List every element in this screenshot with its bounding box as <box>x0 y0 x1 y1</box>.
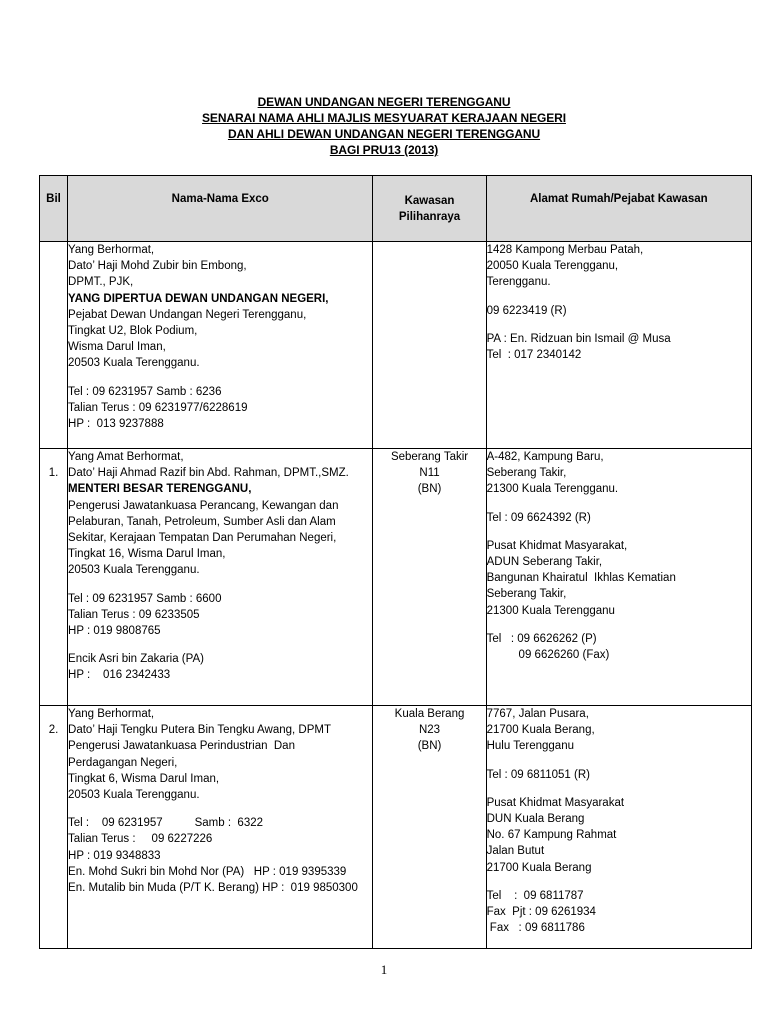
cell-alamat-line: No. 67 Kampung Rahmat <box>486 829 617 842</box>
cell-alamat-line: ADUN Seberang Takir, <box>486 556 603 569</box>
cell-alamat-line <box>487 319 751 331</box>
cell-nama-line: Yang Amat Berhormat, <box>68 451 184 463</box>
cell-kawasan-line: (BN) <box>417 740 442 753</box>
cell-kawasan-line: Kuala Berang <box>394 708 465 720</box>
header-nama: Nama-Nama Exco <box>68 176 373 242</box>
cell-alamat-line: Pusat Khidmat Masyarakat, <box>486 539 628 552</box>
cell-alamat-line: Tel : 09 6626262 (P) <box>486 632 597 645</box>
cell-nama-line: HP : 013 9237888 <box>68 418 164 431</box>
cell-nama-line: YANG DIPERTUA DEWAN UNDANGAN NEGERI, <box>68 292 329 305</box>
cell-alamat-line: 09 6626260 (Fax) <box>486 649 610 662</box>
cell-kawasan <box>373 449 486 706</box>
title-line-3: DAN AHLI DEWAN UNDANGAN NEGERI TERENGGANU <box>227 127 541 141</box>
cell-kawasan-line: (BN) <box>417 483 442 496</box>
cell-kawasan <box>373 242 486 449</box>
cell-nama-line: Pejabat Dewan Undangan Negeri Terengganu, <box>68 308 307 321</box>
cell-nama-line <box>68 579 372 591</box>
cell-kawasan-line <box>373 266 485 278</box>
table-row <box>40 706 752 949</box>
cell-alamat-line: Bangunan Khairatul Ikhlas Kematian <box>486 572 676 585</box>
cell-kawasan-line: N23 <box>418 724 441 737</box>
cell-alamat-line: 09 6223419 (R) <box>486 304 567 317</box>
cell-nama-line: Tingkat 16, Wisma Darul Iman, <box>68 548 226 561</box>
cell-alamat-line: Tel : 09 6811051 (R) <box>486 768 590 781</box>
header-alamat: Alamat Rumah/Pejabat Kawasan <box>486 176 751 242</box>
cell-nama-line: DPMT., PJK, <box>68 276 134 289</box>
cell-alamat-line: Terengganu. <box>486 276 551 289</box>
cell-nama-line: Tel : 09 6231957 Samb : 6600 <box>68 592 222 605</box>
cell-alamat <box>486 706 751 949</box>
cell-alamat-line <box>487 526 751 538</box>
cell-kawasan-line <box>373 242 485 254</box>
cell-alamat-line: 1428 Kampong Merbau Patah, <box>486 244 644 256</box>
cell-nama-line: Talian Terus : 09 6231977/6228619 <box>68 401 248 414</box>
cell-nama-line: Sekitar, Kerajaan Tempatan Dan Perumahan Negeri, <box>68 532 337 545</box>
document-title-block <box>0 94 768 158</box>
title-line-1: DEWAN UNDANGAN NEGERI TERENGGANU <box>257 95 511 109</box>
title-line-2: SENARAI NAMA AHLI MAJLIS MESYUARAT KERAJAAN NEGERI <box>202 111 566 125</box>
cell-alamat-line: Hulu Terengganu <box>486 740 574 753</box>
cell-alamat-line: Pusat Khidmat Masyarakat <box>486 796 625 809</box>
cell-kawasan-line: N11 <box>419 467 440 480</box>
cell-alamat-line: Jalan Butut <box>486 845 545 858</box>
cell-alamat-line <box>487 755 751 767</box>
cell-nama-line: MENTERI BESAR TERENGGANU, <box>68 483 252 496</box>
table-row <box>40 242 752 449</box>
cell-nama-line: Wisma Darul Iman, <box>68 341 166 354</box>
cell-alamat-line: PA : En. Ridzuan bin Ismail @ Musa <box>486 332 671 345</box>
cell-nama-line: Pengerusi Jawatankuasa Perancang, Kewangan dan <box>68 499 339 512</box>
cell-bil: 2. <box>40 706 68 949</box>
cell-nama-line: HP : 016 2342433 <box>68 669 171 682</box>
cell-nama-line: Pengerusi Jawatankuasa Perindustrian Dan <box>68 740 295 753</box>
cell-kawasan-line: Seberang Takir <box>390 451 469 463</box>
cell-nama-line: 20503 Kuala Terengganu. <box>68 357 200 370</box>
cell-alamat <box>486 449 751 706</box>
title-line-4: BAGI PRU13 (2013) <box>329 143 439 157</box>
cell-nama-line: En. Mutalib bin Muda (P/T K. Berang) HP : 019 9850300 <box>68 882 358 895</box>
cell-nama-line: HP : 019 9348833 <box>68 849 161 862</box>
cell-alamat <box>486 242 751 449</box>
cell-nama <box>68 449 373 706</box>
cell-nama-line: Tingkat 6, Wisma Darul Iman, <box>68 772 220 785</box>
cell-nama-line: Encik Asri bin Zakaria (PA) <box>68 653 204 666</box>
cell-alamat-line: Seberang Takir, <box>486 588 567 601</box>
header-bil: Bil <box>40 176 68 242</box>
cell-alamat-line <box>487 876 751 888</box>
cell-alamat-line <box>487 291 751 303</box>
page-number: 1 <box>380 962 388 977</box>
cell-alamat-line: Seberang Takir, <box>486 467 567 480</box>
cell-nama-line: Pelaburan, Tanah, Petroleum, Sumber Asli dan Alam <box>68 515 336 528</box>
cell-alamat-line: Tel : 09 6811787 <box>486 889 584 902</box>
cell-nama-line: Talian Terus : 09 6227226 <box>68 833 213 846</box>
header-kawasan-line-1: Kawasan <box>404 195 455 207</box>
cell-nama-line <box>68 372 372 384</box>
cell-nama-line: Dato’ Haji Mohd Zubir bin Embong, <box>68 260 247 273</box>
cell-kawasan-line <box>373 254 485 266</box>
cell-alamat-line: Tel : 017 2340142 <box>486 349 582 362</box>
cell-bil: 1. <box>40 449 68 706</box>
cell-alamat-line: 21300 Kuala Terengganu. <box>486 483 619 496</box>
table-row <box>40 449 752 706</box>
cell-alamat-line <box>487 498 751 510</box>
exco-table <box>39 175 752 949</box>
cell-alamat-line: Fax : 09 6811786 <box>486 922 585 935</box>
cell-alamat-line: DUN Kuala Berang <box>486 813 585 826</box>
cell-alamat-line: Tel : 09 6624392 (R) <box>486 511 591 524</box>
cell-nama-line: Tel : 09 6231957 Samb : 6322 <box>68 817 264 830</box>
cell-nama-line: Yang Berhormat, <box>68 244 155 256</box>
cell-nama-line <box>68 639 372 651</box>
cell-nama <box>68 242 373 449</box>
header-kawasan <box>373 176 486 242</box>
cell-alamat-line <box>487 619 751 631</box>
cell-alamat-line: 21300 Kuala Terengganu <box>486 604 615 617</box>
cell-nama-line: En. Mohd Sukri bin Mohd Nor (PA) HP : 019 9395339 <box>68 865 347 878</box>
cell-nama-line: Talian Terus : 09 6233505 <box>68 608 200 621</box>
cell-nama-line: 20503 Kuala Terengganu. <box>68 564 200 577</box>
cell-alamat-line: 20050 Kuala Terengganu, <box>486 260 619 273</box>
cell-alamat-line: Fax Pjt : 09 6261934 <box>486 906 596 919</box>
cell-nama-line: Perdagangan Negeri, <box>68 756 178 769</box>
cell-nama-line: Dato’ Haji Tengku Putera Bin Tengku Awang, DPMT <box>68 724 331 737</box>
cell-alamat-line <box>487 783 751 795</box>
cell-alamat-line: A-482, Kampung Baru, <box>486 451 604 463</box>
cell-nama-line: HP : 019 9808765 <box>68 625 161 638</box>
header-kawasan-line-2: Pilihanraya <box>398 211 461 224</box>
cell-nama-line: 20503 Kuala Terengganu. <box>68 789 200 802</box>
cell-bil <box>40 242 68 449</box>
cell-alamat-line: 21700 Kuala Berang <box>486 861 592 874</box>
cell-alamat-line: 7767, Jalan Pusara, <box>486 708 589 720</box>
cell-nama-line: Tel : 09 6231957 Samb : 6236 <box>68 385 222 398</box>
cell-nama <box>68 706 373 949</box>
cell-nama-line <box>68 803 372 815</box>
cell-alamat-line: 21700 Kuala Berang, <box>486 724 595 737</box>
cell-nama-line: Dato’ Haji Ahmad Razif bin Abd. Rahman, DPMT.,SMZ. <box>68 467 349 480</box>
cell-nama-line: Yang Berhormat, <box>68 708 155 720</box>
table-header-row <box>40 176 752 242</box>
cell-nama-line: Tingkat U2, Blok Podium, <box>68 325 198 338</box>
cell-kawasan <box>373 706 486 949</box>
